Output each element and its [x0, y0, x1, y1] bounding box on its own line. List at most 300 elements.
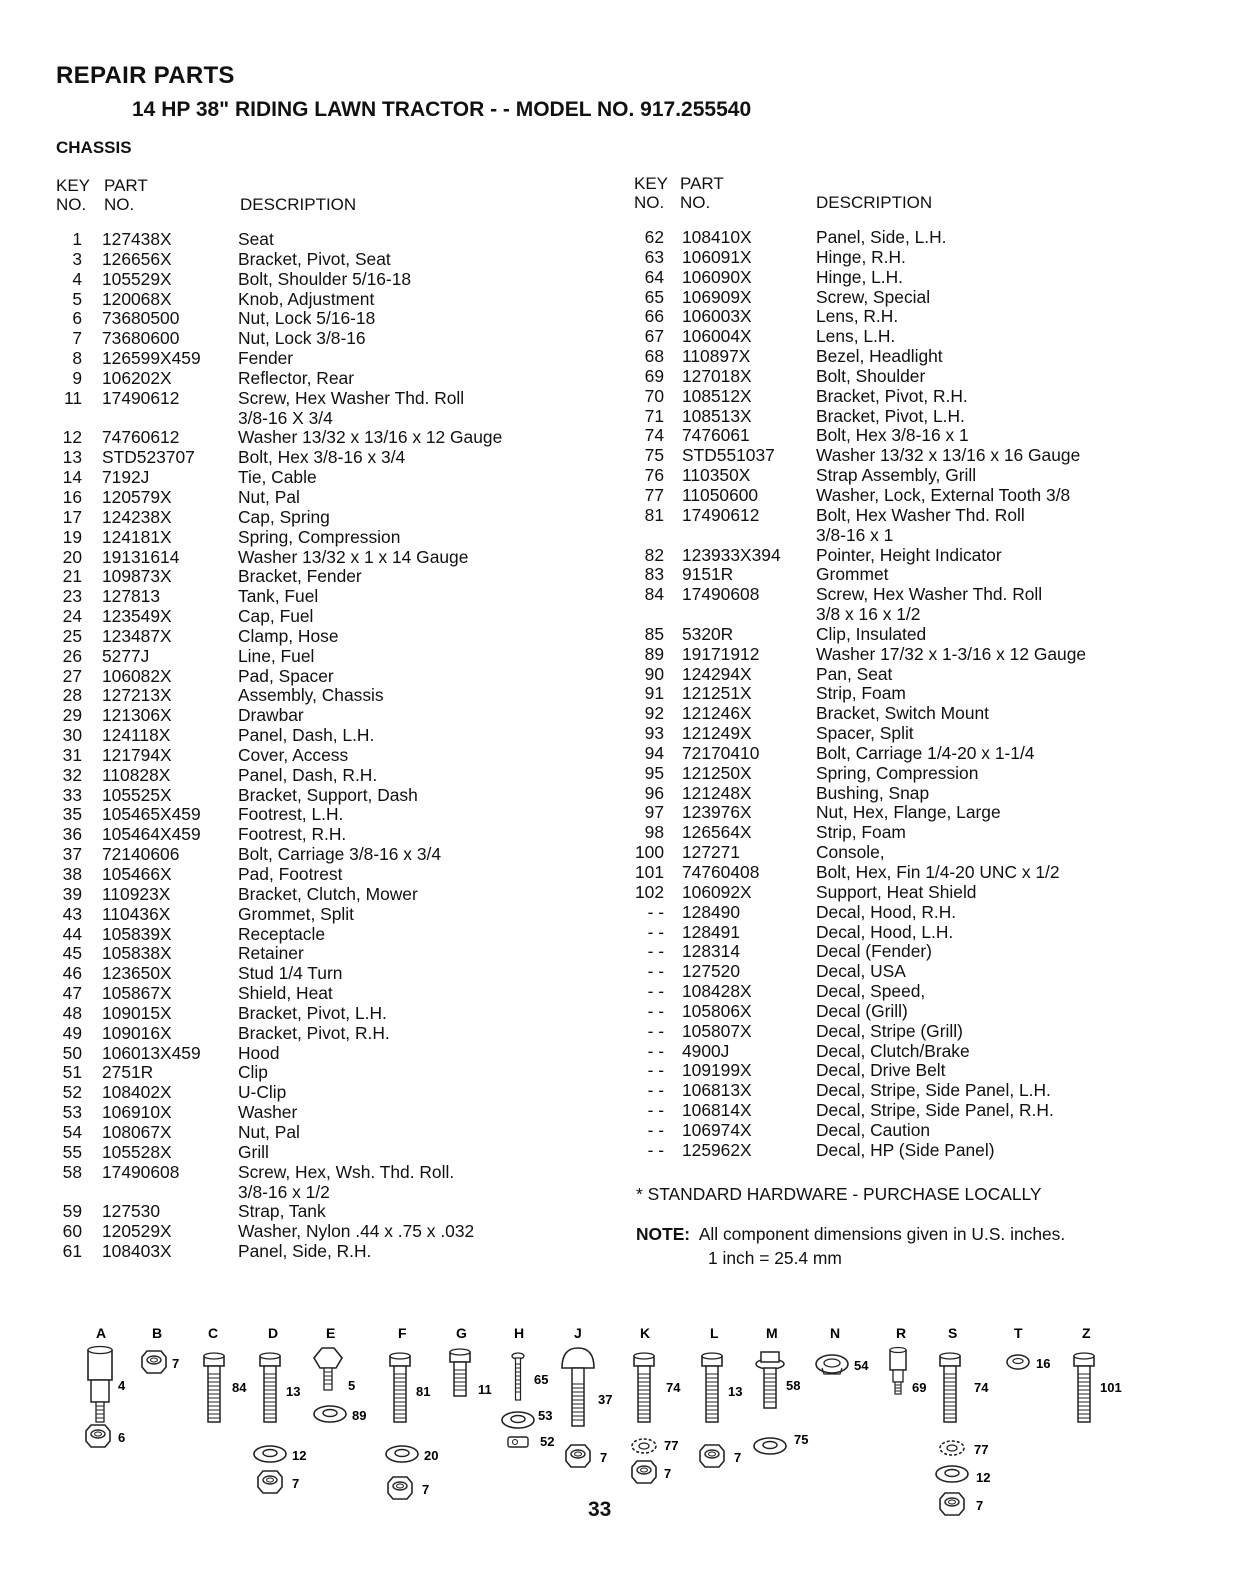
description-line: Decal, HP (Side Panel): [816, 1139, 995, 1160]
parts-row: [52, 1063, 612, 1083]
part-description: [238, 468, 317, 488]
parts-row: [634, 1081, 1194, 1101]
hardware-letter: F: [398, 1325, 407, 1341]
part-number: 120068X: [102, 288, 172, 309]
description-line: Bolt, Hex 3/8-16 x 3/4: [238, 447, 406, 468]
conversion-note: 1 inch = 25.4 mm: [708, 1248, 842, 1268]
part-description: [816, 1022, 963, 1042]
parts-row: [634, 466, 1194, 486]
part-number: 11050600: [682, 484, 759, 505]
part-number: 128314: [682, 941, 741, 962]
part-description: [238, 1063, 268, 1083]
callout-number: 77: [664, 1438, 679, 1453]
callout-number: 20: [424, 1448, 439, 1463]
hardware-letter: L: [710, 1325, 719, 1341]
key-number: 65: [644, 286, 664, 307]
parts-row: [634, 982, 1194, 1002]
description-line: Spring, Compression: [816, 762, 979, 783]
description-line: U-Clip: [238, 1082, 287, 1103]
key-number: 70: [644, 385, 664, 406]
parts-row: [52, 1143, 612, 1163]
key-number: 14: [62, 467, 82, 488]
key-number: 50: [62, 1042, 82, 1063]
part-number: 108067X: [102, 1121, 172, 1142]
callout-number: 16: [1036, 1356, 1051, 1371]
part-number: 110897X: [682, 346, 751, 367]
description-line: Screw, Hex Washer Thd. Roll: [238, 387, 465, 408]
parts-row: [52, 766, 612, 786]
description-line: Panel, Side, L.H.: [816, 227, 947, 247]
parts-row: [52, 448, 612, 468]
part-description: [816, 923, 953, 943]
key-number: 90: [644, 663, 664, 684]
parts-row: [634, 942, 1194, 962]
part-number: 7476061: [682, 425, 750, 446]
key-number: 20: [62, 546, 82, 567]
part-number: 106813X: [682, 1080, 752, 1101]
part-description: [238, 567, 362, 587]
part-description: [816, 248, 906, 268]
part-number: 4900J: [682, 1040, 730, 1061]
callout-number: 11: [478, 1382, 492, 1397]
key-number: 4: [72, 268, 82, 289]
nut-icon: [940, 1493, 964, 1515]
part-number: 128491: [682, 921, 741, 942]
part-number: 127213X: [102, 685, 172, 706]
key-number: 17: [62, 506, 82, 527]
lock-washer-icon: [632, 1439, 656, 1453]
key-number: 45: [62, 943, 82, 964]
parts-row: [52, 845, 612, 865]
description-line: Pad, Spacer: [238, 665, 334, 686]
part-description: [816, 585, 1042, 625]
parts-row: [634, 347, 1194, 367]
part-number: 106814X: [682, 1100, 752, 1121]
part-number: 124118X: [102, 725, 171, 746]
part-description: [238, 448, 405, 468]
callout-number: 13: [728, 1384, 743, 1399]
key-number: 67: [644, 326, 664, 347]
hardware-letter: J: [574, 1325, 582, 1341]
description-line: Support, Heat Shield: [816, 881, 977, 902]
part-number: 17490608: [682, 584, 760, 605]
key-number: 49: [62, 1022, 82, 1043]
part-number: 124294X: [682, 663, 752, 684]
part-description: [238, 925, 325, 945]
key-number: 74: [644, 425, 664, 446]
part-description: [238, 964, 342, 984]
key-number: 82: [644, 544, 664, 565]
carriage-bolt-icon: [562, 1348, 594, 1426]
parts-row: [52, 964, 612, 984]
left-parts-table: [52, 230, 612, 1262]
description-line: Bracket, Support, Dash: [238, 784, 418, 805]
part-number: 7192J: [102, 467, 150, 488]
part-number: 72140606: [102, 844, 180, 865]
part-number: 123549X: [102, 606, 172, 627]
part-description: [816, 645, 1086, 665]
parts-row: [52, 825, 612, 845]
description-line: Nut, Pal: [238, 486, 300, 507]
key-number: 13: [62, 447, 82, 468]
description-line: Strap, Tank: [238, 1201, 326, 1222]
part-description: [238, 349, 293, 369]
hex-washer-screw-icon: [756, 1352, 784, 1408]
part-description: [816, 1081, 1051, 1101]
part-description: [238, 805, 343, 825]
description-line: Decal, Stripe, Side Panel, R.H.: [816, 1100, 1054, 1121]
parts-row: [634, 903, 1194, 923]
parts-row: [634, 684, 1194, 704]
part-description: [238, 290, 374, 310]
description-line: Nut, Pal: [238, 1121, 300, 1142]
part-number: 123487X: [102, 625, 172, 646]
description-line: Cover, Access: [238, 744, 349, 765]
key-number: - -: [647, 1119, 664, 1140]
hardware-letter: B: [152, 1325, 163, 1341]
parts-row: [52, 1123, 612, 1143]
part-number: 9151R: [682, 564, 734, 585]
parts-row: [52, 647, 612, 667]
description-line: Pad, Footrest: [238, 864, 343, 884]
part-number: 110350X: [682, 465, 751, 486]
part-number: 5320R: [682, 623, 734, 644]
part-number: 121251X: [682, 683, 752, 704]
washer-icon: [754, 1438, 786, 1454]
callout-number: 74: [666, 1380, 681, 1395]
description-line-2: 3/8-16 X 3/4: [238, 407, 333, 428]
description-line: Washer, Lock, External Tooth 3/8: [816, 484, 1071, 505]
callout-number: 54: [854, 1358, 869, 1373]
description-line: Washer 17/32 x 1-3/16 x 12 Gauge: [816, 643, 1087, 664]
parts-row: [634, 387, 1194, 407]
part-number: 74760612: [102, 427, 180, 448]
part-number: 127520: [682, 961, 741, 982]
parts-row: [52, 369, 612, 389]
part-number: 127271: [682, 842, 741, 863]
part-description: [238, 329, 366, 349]
part-description: [816, 843, 885, 863]
parts-row: [52, 329, 612, 349]
key-number: 102: [634, 881, 664, 902]
key-number: 75: [644, 445, 664, 466]
description-line: Screw, Hex Washer Thd. Roll: [816, 584, 1043, 605]
description-line: Decal, Hood, R.H.: [816, 901, 957, 922]
description-line: Decal, Clutch/Brake: [816, 1040, 970, 1061]
description-line: Decal (Fender): [816, 941, 932, 962]
parts-row: [634, 803, 1194, 823]
key-number: 35: [62, 804, 82, 825]
description-line: Line, Fuel: [238, 645, 315, 666]
description-line: Washer, Nylon .44 x .75 x .032: [238, 1221, 475, 1242]
key-number: 36: [62, 824, 82, 845]
part-number: 126599X459: [102, 348, 201, 369]
key-number: 12: [62, 427, 82, 448]
parts-row: [52, 865, 612, 885]
part-number: 74760408: [682, 862, 760, 882]
key-number: - -: [647, 961, 664, 982]
parts-row: [52, 1202, 612, 1222]
parts-row: [52, 667, 612, 687]
key-number: 64: [644, 266, 664, 287]
callout-number: 37: [598, 1392, 613, 1407]
parts-row: [634, 962, 1194, 982]
pal-nut-icon: [1007, 1355, 1029, 1369]
key-number: - -: [647, 1139, 664, 1160]
part-description: [238, 508, 330, 528]
part-number: 19171912: [682, 643, 760, 664]
key-number: 27: [62, 665, 82, 686]
description-line: Hinge, R.H.: [816, 246, 906, 267]
part-number: 105839X: [102, 923, 172, 944]
nut-icon: [566, 1445, 590, 1467]
part-description: [238, 627, 339, 647]
part-description: [238, 488, 300, 508]
parts-row: [634, 843, 1194, 863]
description-line: Decal, Stripe, Side Panel, L.H.: [816, 1080, 1051, 1101]
description-line: Footrest, L.H.: [238, 804, 344, 825]
key-number: 46: [62, 963, 82, 984]
part-number: 72170410: [682, 742, 760, 763]
key-number: 61: [62, 1241, 82, 1262]
part-number: 73680600: [102, 328, 180, 349]
nut-icon: [142, 1351, 166, 1373]
parts-row: [52, 1163, 612, 1203]
part-number: 110923X: [102, 883, 171, 904]
description-line: Strap Assembly, Grill: [816, 465, 977, 486]
key-number: - -: [647, 941, 664, 962]
description-line: Decal, Drive Belt: [816, 1060, 946, 1081]
parts-row: [634, 1022, 1194, 1042]
part-number: 106092X: [682, 881, 752, 902]
pal-nut-icon: [816, 1355, 848, 1374]
part-number: 127813: [102, 586, 161, 607]
part-number: 121248X: [682, 782, 752, 803]
part-description: [816, 1141, 995, 1161]
description-line: Bracket, Switch Mount: [816, 703, 990, 724]
nut-icon: [388, 1477, 412, 1499]
parts-row: [52, 1242, 612, 1262]
description-line: Nut, Lock 3/8-16: [238, 328, 366, 349]
description-line: Decal (Grill): [816, 1000, 908, 1021]
description-line: Washer 13/32 x 13/16 x 16 Gauge: [816, 445, 1081, 466]
parts-row: [634, 645, 1194, 665]
part-description: [238, 825, 346, 845]
part-number: 17490608: [102, 1161, 180, 1182]
callout-number: 7: [600, 1450, 608, 1465]
part-description: [816, 486, 1070, 506]
parts-row: [52, 607, 612, 627]
part-number: 73680500: [102, 308, 180, 329]
parts-row: [634, 307, 1194, 327]
part-description: [238, 270, 411, 290]
key-number: 55: [62, 1141, 82, 1162]
part-description: [238, 1044, 280, 1064]
shoulder-bolt-icon: [890, 1348, 906, 1395]
part-description: [816, 823, 906, 843]
key-number: 62: [644, 227, 664, 247]
part-description: [816, 962, 906, 982]
part-number: 109015X: [102, 1002, 172, 1023]
part-number: 105806X: [682, 1000, 752, 1021]
nut-icon: [632, 1461, 656, 1483]
part-description: [816, 327, 895, 347]
part-description: [816, 764, 978, 784]
description-line: Washer: [238, 1102, 298, 1123]
description-line: Washer 13/32 x 1 x 14 Gauge: [238, 546, 469, 567]
section-title: CHASSIS: [56, 138, 132, 157]
part-description: [238, 1202, 326, 1222]
hex-bolt-icon: [390, 1353, 410, 1422]
part-number: 108410X: [682, 227, 752, 247]
parts-row: [52, 567, 612, 587]
key-number: 97: [644, 802, 664, 823]
key-number: 37: [62, 844, 82, 865]
description-line: Cap, Fuel: [238, 606, 314, 627]
key-no-header: KEY NO.: [56, 176, 91, 214]
part-description: [816, 228, 947, 248]
hardware-letter: G: [456, 1325, 467, 1341]
key-number: 53: [62, 1102, 82, 1123]
parts-row: [634, 486, 1194, 506]
part-description: [238, 230, 274, 250]
part-description: [238, 1222, 474, 1242]
description-line: Lens, R.H.: [816, 306, 899, 327]
parts-row: [52, 389, 612, 429]
description-line: Bushing, Snap: [816, 782, 930, 803]
lock-washer-icon: [940, 1441, 964, 1455]
parts-row: [634, 327, 1194, 347]
key-number: 24: [62, 606, 82, 627]
description-line: Strip, Foam: [816, 822, 906, 843]
description-line: Bolt, Hex 3/8-16 x 1: [816, 425, 969, 446]
callout-number: 12: [976, 1470, 991, 1485]
key-number: 92: [644, 703, 664, 724]
key-number: 84: [644, 584, 664, 605]
part-number: 123976X: [682, 802, 752, 823]
description-header: DESCRIPTION: [816, 193, 933, 212]
part-description: [238, 766, 377, 786]
key-number: - -: [647, 1080, 664, 1101]
description-line: Panel, Dash, R.H.: [238, 764, 378, 785]
parts-row: [52, 944, 612, 964]
part-description: [816, 1121, 930, 1141]
description-line: Hinge, L.H.: [816, 266, 903, 287]
description-line: Grommet, Split: [238, 903, 354, 924]
part-number: 108403X: [102, 1241, 172, 1262]
washer-icon: [936, 1466, 968, 1482]
callout-number: 101: [1100, 1380, 1122, 1395]
parts-row: [634, 268, 1194, 288]
description-line: Spring, Compression: [238, 526, 401, 547]
parts-row: [634, 1042, 1194, 1062]
part-description: [238, 845, 441, 865]
description-line: Tank, Fuel: [238, 586, 319, 607]
description-line: Bracket, Pivot, L.H.: [238, 1002, 387, 1023]
part-description: [238, 1163, 454, 1203]
part-description: [238, 746, 348, 766]
description-line: Bracket, Pivot, Seat: [238, 248, 391, 269]
part-description: [816, 665, 892, 685]
parts-row: [634, 724, 1194, 744]
part-description: [816, 724, 914, 744]
description-line: Fender: [238, 348, 294, 369]
part-description: [816, 625, 926, 645]
parts-row: [634, 446, 1194, 466]
part-description: [816, 883, 976, 903]
part-number: 120529X: [102, 1221, 172, 1242]
part-number: 106909X: [682, 286, 752, 307]
hex-bolt-icon: [260, 1353, 280, 1422]
part-description: [238, 984, 333, 1004]
parts-row: [52, 349, 612, 369]
part-description: [238, 726, 374, 746]
hex-bolt-icon: [1074, 1353, 1094, 1422]
key-number: 26: [62, 645, 82, 666]
key-number: 93: [644, 723, 664, 744]
parts-row: [634, 1121, 1194, 1141]
description-line: Bracket, Pivot, L.H.: [816, 405, 965, 426]
part-description: [816, 466, 976, 486]
hardware-letter: T: [1014, 1325, 1023, 1341]
part-description: [238, 369, 354, 389]
part-number: 125962X: [682, 1139, 752, 1160]
part-description: [238, 428, 502, 448]
callout-number: 58: [786, 1378, 801, 1393]
key-number: 6: [72, 308, 82, 329]
description-line: Bracket, Clutch, Mower: [238, 883, 418, 904]
hardware-letter: E: [326, 1325, 336, 1341]
key-number: 98: [644, 822, 664, 843]
part-number: 128490: [682, 901, 741, 922]
parts-row: [52, 1004, 612, 1024]
part-description: [816, 546, 1002, 566]
part-description: [816, 942, 932, 962]
part-number: 106082X: [102, 665, 172, 686]
part-number: 5277J: [102, 645, 150, 666]
part-number: 127018X: [682, 365, 752, 386]
description-line: Bezel, Headlight: [816, 346, 943, 367]
description-line: Bolt, Carriage 1/4-20 x 1-1/4: [816, 742, 1035, 763]
callout-number: 12: [292, 1448, 307, 1463]
parts-row: [634, 1141, 1194, 1161]
part-description: [816, 307, 898, 327]
part-description: [238, 905, 354, 925]
part-number: 17490612: [682, 504, 760, 525]
description-line: Bracket, Pivot, R.H.: [238, 1022, 390, 1043]
part-number: 109016X: [102, 1022, 172, 1043]
part-description: [816, 1101, 1054, 1121]
callout-number: 65: [534, 1372, 549, 1387]
key-number: 59: [62, 1201, 82, 1222]
part-description: [238, 865, 342, 885]
description-line: Knob, Adjustment: [238, 288, 375, 309]
part-description: [816, 1061, 946, 1081]
part-description: [238, 1083, 286, 1103]
hardware-letter: S: [948, 1325, 958, 1341]
key-number: 11: [63, 387, 82, 408]
key-number: 1: [72, 229, 82, 249]
parts-row: [52, 805, 612, 825]
key-number: 3: [72, 248, 82, 269]
key-number: 60: [62, 1221, 82, 1242]
part-number: 108428X: [682, 981, 752, 1002]
key-number: 30: [62, 725, 82, 746]
part-number: 126656X: [102, 248, 172, 269]
nut-icon: [700, 1445, 724, 1467]
part-number: 106003X: [682, 306, 752, 327]
part-description: [816, 1002, 908, 1022]
